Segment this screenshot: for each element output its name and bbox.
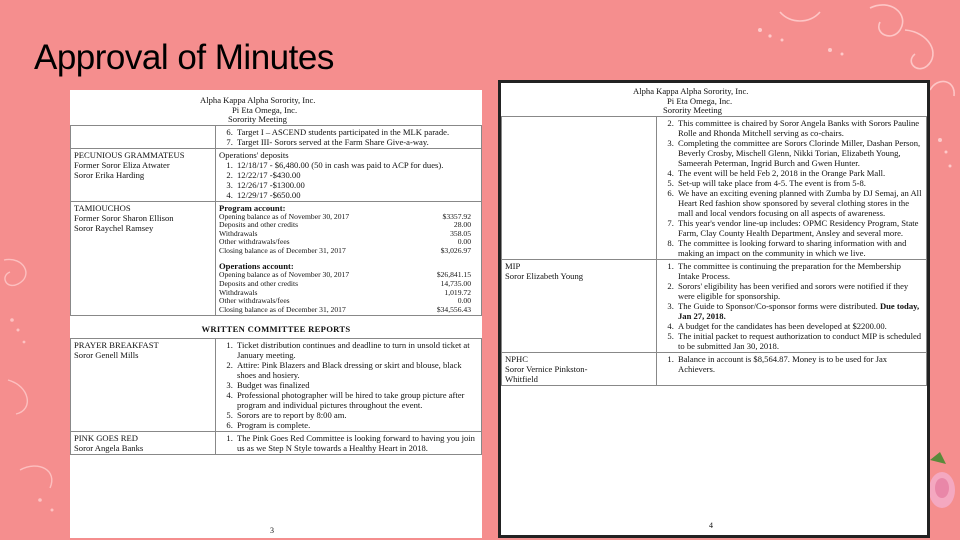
header-line: Sorority Meeting (228, 114, 287, 124)
list-item: 5. Sorors are to report by 8:00 am. (235, 410, 478, 420)
prayer-list (219, 340, 478, 430)
header-line: Pi Eta Omega, Inc. (667, 95, 733, 106)
finance-label: Closing balance as of December 31, 2017 (219, 304, 346, 314)
officer-name: Whitfield (505, 373, 538, 384)
nphc-list (660, 354, 923, 374)
finance-value: $3357.92 (442, 211, 471, 221)
list-item: 3. Budget was finalized (235, 380, 478, 390)
list-item: 7. Target III- Sorors served at the Farm Share Give-a-way. (235, 137, 478, 147)
page-number: 3 (270, 526, 274, 535)
committee-label: NPHC (505, 353, 528, 364)
table-row (71, 125, 482, 148)
minutes-page-3 (70, 90, 482, 538)
program-account-heading: Program account: (219, 202, 286, 213)
header-line: Alpha Kappa Alpha Sorority, Inc. (633, 86, 749, 96)
finance-value: 1,019.72 (444, 287, 471, 297)
page-number: 4 (709, 521, 713, 530)
operations-account-heading: Operations account: (219, 261, 294, 272)
list-item (676, 301, 923, 321)
finance-label: Other withdrawals/fees (219, 237, 290, 247)
officer-name: Soror Raychel Ramsey (74, 222, 154, 233)
committee-reports-table (70, 338, 482, 455)
header-line: Alpha Kappa Alpha Sorority, Inc. (200, 95, 316, 105)
header-line: Sorority Meeting (663, 105, 722, 115)
page-title: Approval of Minutes (34, 38, 334, 77)
list-item: 4. The event will be held Feb 2, 2018 in the Orange Park Mall. (676, 168, 923, 178)
committee-label: PECUNIOUS GRAMMATEUS (74, 149, 185, 160)
officer-name: Former Soror Sharon Ellison (74, 212, 174, 223)
list-item: 2. This committee is chaired by Soror Angela Banks with Sorors Pauline Rolle and Rhonda Mitchell serving as co-chairs. (676, 118, 923, 138)
finance-label: Withdrawals (219, 287, 258, 297)
list-item: 3. Completing the committee are Sorors Clorinde Miller, Dashan Person, Beverly Crosby, Mischell Glenn, Nikki Torian, Elizabeth Young, Sameerah Peterman, Ingrid Burch and Gwen Hunter. (676, 138, 923, 168)
finance-value: 0.00 (457, 296, 471, 306)
list-item: 2. Attire: Pink Blazers and Black dressing or skirt and blouse, black shoes and hosiery. (235, 360, 478, 380)
officer-name: Soror Vernice Pinkston- (505, 363, 588, 374)
finance-value: $3,026.97 (440, 245, 471, 255)
table-row (502, 116, 927, 259)
committee-label: PRAYER BREAKFAST (74, 340, 159, 351)
officer-name: Soror Elizabeth Young (505, 270, 584, 281)
officer-name: Former Soror Eliza Atwater (74, 159, 170, 170)
deposit-list (219, 160, 478, 200)
finance-value: $26,841.15 (436, 270, 471, 280)
carry-list (219, 127, 478, 147)
list-item: 6. Target I – ASCEND students participated in the MLK parade. (235, 127, 478, 137)
list-item: 7. This year's vendor line-up includes: OPMC Residency Program, State Farm, Clay County Health Department, Ansley and several more. (676, 218, 923, 238)
due-date: Due today, Jan 27, 2018. (678, 300, 920, 321)
minutes-table (501, 116, 927, 386)
finance-row (219, 306, 471, 315)
finance-label: Opening balance as of November 30, 2017 (219, 270, 350, 280)
table-row (502, 259, 927, 352)
list-item: 1. Ticket distribution continues and deadline to turn in unsold ticket at January meeting. (235, 340, 478, 360)
committee-label: TAMIOUCHOS (74, 202, 131, 213)
finance-row (219, 247, 471, 256)
table-row (71, 432, 482, 455)
document-header (501, 83, 927, 116)
finance-label: Opening balance as of November 30, 2017 (219, 211, 350, 221)
committee-label: PINK GOES RED (74, 433, 138, 444)
mip-list (660, 261, 923, 351)
header-line: Pi Eta Omega, Inc. (232, 104, 298, 115)
table-row (71, 201, 482, 316)
pink-goes-red-list (660, 118, 923, 258)
finance-label: Withdrawals (219, 228, 258, 238)
list-item: 6. We have an exciting evening planned with Zumba by DJ Semaj, an All Heart Red fashion show sponsored by several clothing stores in the mall and local vendors focusing on all aspects of awareness. (676, 188, 923, 218)
list-item: 1. Balance in account is $8,564.87. Money is to be used for Jax Achievers. (676, 354, 923, 374)
minutes-table (70, 125, 482, 317)
finance-value: 358.05 (450, 228, 471, 238)
list-item: 4. A budget for the candidates has been developed at $2200.00. (676, 321, 923, 331)
list-item: 1. The Pink Goes Red Committee is looking forward to having you join us as we Step N Style towards a Healthy Heart in 2018. (235, 433, 478, 453)
finance-value: 14,735.00 (440, 279, 471, 289)
minutes-page-4 (498, 80, 930, 538)
finance-value: $34,556.43 (436, 304, 471, 314)
section-heading: Operations' deposits (219, 149, 289, 160)
list-item: 6. Program is complete. (235, 420, 478, 430)
officer-name: Soror Angela Banks (74, 443, 144, 454)
finance-value: 0.00 (457, 237, 471, 247)
list-item: 3. 12/26/17 -$1300.00 (235, 180, 478, 190)
list-item-text: The Guide to Sponsor/Co-sponsor forms were distributed. (678, 300, 878, 311)
committee-label: MIP (505, 260, 521, 271)
list-item: 4. 12/29/17 -$650.00 (235, 190, 478, 200)
finance-label: Deposits and other credits (219, 220, 299, 230)
list-item: 8. The committee is looking forward to sharing information with and making an impact on the community in which we live. (676, 238, 923, 258)
finance-value: 28.00 (453, 220, 471, 230)
list-item: 5. The initial packet to request authorization to conduct MIP is scheduled to be submitted Jan 30, 2018. (676, 331, 923, 351)
officer-name: Soror Genell Mills (74, 350, 139, 361)
written-reports-heading: WRITTEN COMMITTEE REPORTS (201, 324, 351, 335)
list-item: 2. 12/22/17 -$430.00 (235, 170, 478, 180)
finance-label: Closing balance as of December 31, 2017 (219, 245, 346, 255)
table-row (71, 148, 482, 201)
pink-list (219, 433, 478, 453)
finance-label: Other withdrawals/fees (219, 296, 290, 306)
list-item: 1. 12/18/17 - $6,480.00 (50 in cash was paid to ACP for dues). (235, 160, 478, 170)
list-item: 4. Professional photographer will be hired to take group picture after program and individual pictures throughout the event. (235, 390, 478, 410)
list-item: 1. The committee is continuing the preparation for the Membership Intake Process. (676, 261, 923, 281)
document-header (70, 90, 482, 125)
table-row (502, 352, 927, 385)
list-item: 2. Sorors' eligibility has been verified and sorors were notified if they were eligible for sponsorship. (676, 281, 923, 301)
list-item: 5. Set-up will take place from 4-5. The event is from 5-8. (676, 178, 923, 188)
officer-name: Soror Erika Harding (74, 169, 145, 180)
table-row (71, 339, 482, 432)
finance-label: Deposits and other credits (219, 279, 299, 289)
